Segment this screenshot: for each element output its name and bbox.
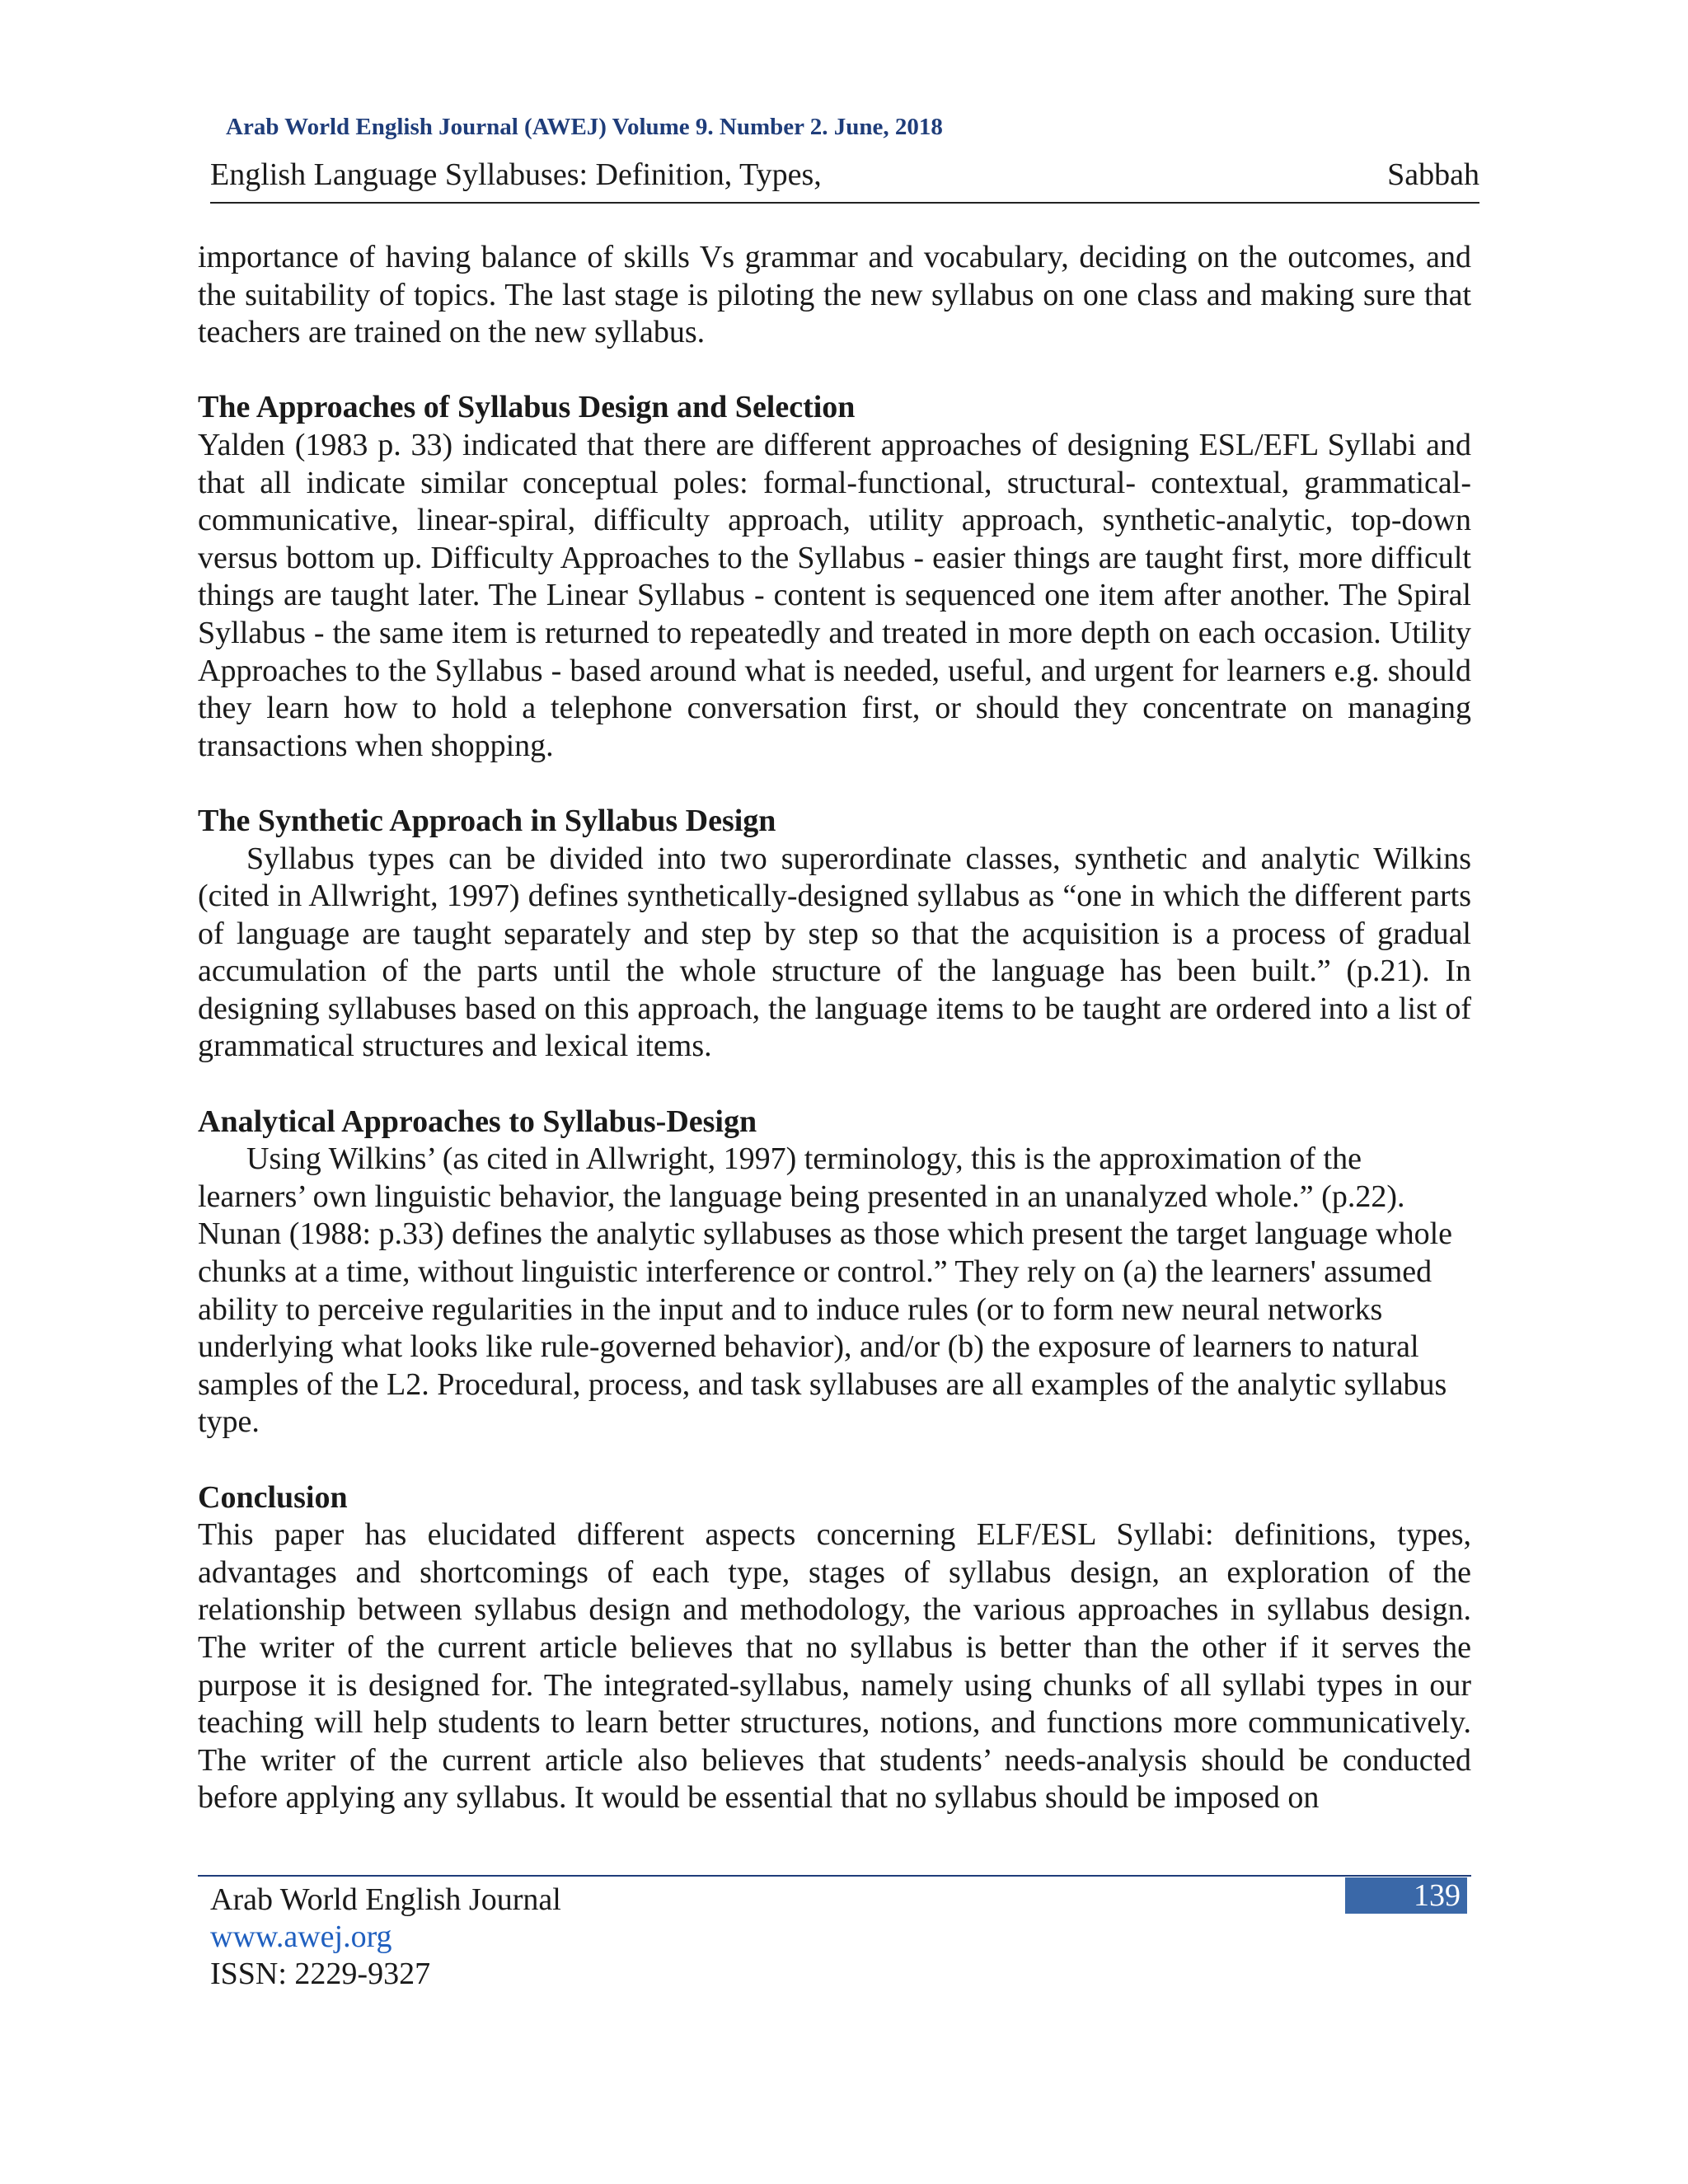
- section-heading-approaches: The Approaches of Syllabus Design and Selection: [198, 390, 856, 425]
- section-paragraph-conclusion: This paper has elucidated different aspects concerning ELF/ESL Syllabi: definitions, types, advantages and shortcomings of each type, stages of syllabus design, an exploration of the relationship between syllabus design and methodology, the various approaches in syllabus design. The writer of the current article believes that no syllabus is better than the other if it serves the purpose it is designed for. The integrated-syllabus, namely using chunks of all syllabi types in our teaching will help students to learn better structures, notions, and functions more communicatively. The writer of the current article also believes that students’ needs-analysis should be conducted before applying any syllabus. It would be essential that no syllabus should be imposed on: [198, 1517, 1471, 1816]
- page-number-badge: 139: [1345, 1877, 1467, 1914]
- section-heading-conclusion: Conclusion: [198, 1479, 348, 1515]
- section-paragraph-analytical: Using Wilkins’ (as cited in Allwright, 1997) terminology, this is the approximation of the learners’ own linguistic behavior, the language being presented in an unanalyzed whole.” (p.22). Nunan (1988: p.33) defines the analytic syllabuses as those which present the target language whole chunks at a time, without linguistic interference or control.” They rely on (a) the learners' assumed ability to perceive regularities in the input and to induce rules (or to form new neural networks underlying what looks like rule-governed behavior), and/or (b) the exposure of learners to natural samples of the L2. Procedural, process, and task syllabuses are all examples of the analytic syllabus type.: [198, 1141, 1453, 1440]
- journal-citation-line: Arab World English Journal (AWEJ) Volume 9. Number 2. June, 2018: [226, 114, 943, 140]
- author-name: Sabbah: [1387, 157, 1479, 192]
- footer-issn: ISSN: 2229-9327: [210, 1957, 431, 1991]
- running-title: English Language Syllabuses: Definition, Types,: [210, 157, 822, 192]
- section-paragraph-synthetic: Syllabus types can be divided into two superordinate classes, synthetic and analytic Wilkins (cited in Allwright, 1997) defines synthetically-designed syllabus as “one in which the different parts of language are taught separately and step by step so that the acquisition is a process of gradual accumulation of the parts until the whole structure of the language has been built.” (p.21). In designing syllabuses based on this approach, the language items to be taught are ordered into a list of grammatical structures and lexical items.: [198, 841, 1471, 1064]
- intro-paragraph: importance of having balance of skills Vs grammar and vocabulary, deciding on the outcomes, and the suitability of topics. The last stage is piloting the new syllabus on one class and making sure that teachers are trained on the new syllabus.: [198, 240, 1471, 350]
- article-body: [198, 239, 1471, 1817]
- section-paragraph-approaches: Yalden (1983 p. 33) indicated that there are different approaches of designing ESL/EFL Syllabi and that all indicate similar conceptual poles: formal-functional, structural- contextual, grammatical-communicative, linear-spiral, difficulty approach, utility approach, synthetic-analytic, top-down versus bottom up. Difficulty Approaches to the Syllabus - easier things are taught first, more difficult things are taught later. The Linear Syllabus - content is sequenced one item after another. The Spiral Syllabus - the same item is returned to repeatedly and treated in more depth on each occasion. Utility Approaches to the Syllabus - based around what is needed, useful, and urgent for learners e.g. should they learn how to hold a telephone conversation first, or should they concentrate on managing transactions when shopping.: [198, 427, 1471, 763]
- footer-website-link[interactable]: www.awej.org: [210, 1919, 392, 1954]
- footer-journal-name: Arab World English Journal: [210, 1882, 561, 1917]
- header-divider: [210, 202, 1479, 204]
- section-heading-synthetic: The Synthetic Approach in Syllabus Design: [198, 803, 776, 838]
- section-heading-analytical: Analytical Approaches to Syllabus-Design: [198, 1104, 757, 1139]
- running-head: [210, 157, 1479, 193]
- footer-divider: [198, 1875, 1471, 1877]
